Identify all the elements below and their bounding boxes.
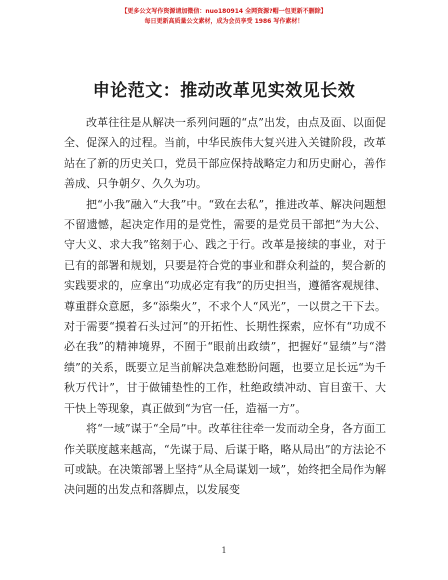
promo-banner-line-1: 【更多公文写作资源请加微信：nuo180914 全网资源?帽一包更新不删除】 [121,8,327,15]
paragraph-2: 把“小我”融入“大我”中。“致在去私”，推进改革、解决问题想不留遗憾，起决定作用的是党性，需要的是党员干部把“为大公、守大义、求大我”铭刻于心、践之于行。改革是接续的事业，对于已有的部署和规划，只要是符合党的事业和群众利益的，契合新的实践要求的，应拿出“功成必定有我”的历史担当，遵循客观规律、尊重群众意愿，多“添柴火”，不求个人“风光”，一以贯之干下去。对于需要“摸着石头过河”的开拓性、长期性探索，应怀有“功成不必在我”的精神境界，不囿于“眼前出政绩”，把握好“显绩”与“潜绩”的关系，既要立足当前解决急难愁盼问题，也要立足长远“为千秋万代计”，甘于做铺垫性的工作，杜绝政绩冲动、盲目蛮干、大干快上等现象，真正做到“为官一任，造福一方”。 [64,197,386,415]
promo-banner-line-2: 每日更新高质量公文素材，成为会员享受 1986 写作素材！ [144,18,304,25]
promo-banner [0,7,448,27]
document-title: 申论范文：推动改革见实效见长效 [92,81,356,101]
document-body [64,113,386,501]
paragraph-3: 将“一域”谋于“全局”中。改革往往牵一发而动全身，各方面工作关联度越来越高，“先谋于局、后谋于略，略从局出”的方法论不可或缺。在决策部署上坚持“从全局谋划一域”，始终把全局作为解决问题的出发点和落脚点，以发展变 [64,422,386,497]
page-number: 1 [221,546,227,555]
paragraph-1: 改革往往是从解决一系列问题的“点”出发，由点及面、以面促全、促深入的过程。当前，中华民族伟大复兴进入关键阶段，改革站在了新的历史关口，党员干部应保持战略定力和历史耐心，善作善成、只争朝夕、久久为功。 [64,116,386,191]
